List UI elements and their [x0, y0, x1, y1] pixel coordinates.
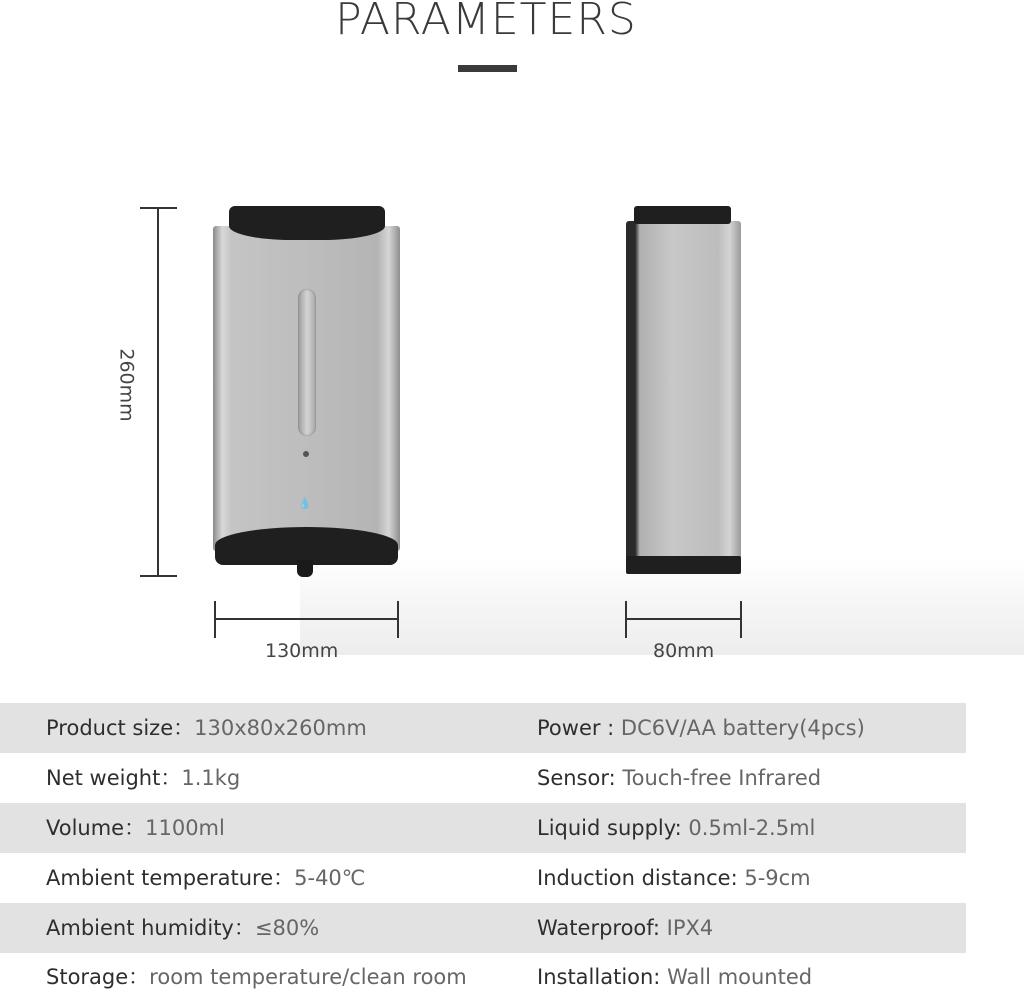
front-top-cap	[229, 206, 385, 240]
height-dimension-label: 260mm	[115, 348, 138, 422]
spec-value: Wall mounted	[667, 965, 813, 989]
depth-dimension-line	[626, 618, 741, 620]
spec-row	[0, 803, 966, 853]
spec-row	[0, 953, 966, 993]
depth-dimension-cap-right	[740, 601, 742, 638]
title-underline	[458, 65, 517, 72]
spec-row	[0, 703, 966, 753]
depth-dimension-label: 80mm	[653, 640, 715, 662]
spec-key: Waterproof:	[537, 916, 667, 940]
spec-key: Storage：	[46, 965, 150, 989]
spec-value: 5-9cm	[744, 866, 811, 890]
height-dimension-line	[157, 207, 159, 577]
spec-key: Ambient humidity：	[46, 916, 255, 940]
height-dimension-cap-top	[140, 207, 177, 209]
spec-key: Ambient temperature：	[46, 866, 295, 890]
spec-row	[0, 753, 966, 803]
width-dimension-line	[215, 618, 398, 620]
spec-key: Sensor:	[537, 766, 623, 790]
spec-key: Volume：	[46, 816, 146, 840]
side-bottom-cap	[626, 556, 741, 574]
drop-icon: 💧	[298, 497, 312, 510]
sensor-dot	[303, 451, 309, 457]
width-dimension-label: 130mm	[265, 640, 339, 662]
spec-key: Installation:	[537, 965, 668, 989]
spec-value: ≤80%	[254, 916, 320, 940]
spec-value: DC6V/AA battery(4pcs)	[620, 716, 865, 740]
spec-key: Induction distance:	[537, 866, 745, 890]
spec-value: 130x80x260mm	[194, 716, 367, 740]
page-title: PARAMETERS	[335, 0, 637, 45]
depth-dimension-cap-left	[625, 601, 627, 638]
spec-key: Product size：	[46, 716, 195, 740]
level-window	[298, 289, 316, 436]
side-steel-body	[626, 221, 741, 563]
spec-key: Power :	[537, 716, 621, 740]
spec-value: 0.5ml-2.5ml	[688, 816, 816, 840]
side-top-cap	[634, 206, 731, 224]
spec-key: Net weight：	[46, 766, 182, 790]
width-dimension-cap-left	[214, 601, 216, 638]
spec-value: 1.1kg	[181, 766, 241, 790]
height-dimension-cap-bottom	[140, 575, 177, 577]
nozzle	[297, 560, 313, 577]
spec-value: IPX4	[666, 916, 714, 940]
spec-row	[0, 903, 966, 953]
spec-value: 1100ml	[145, 816, 225, 840]
spec-value: 5-40℃	[294, 866, 366, 890]
spec-value: Touch-free Infrared	[622, 766, 822, 790]
spec-key: Liquid supply:	[537, 816, 689, 840]
spec-row	[0, 853, 966, 903]
spec-value: room temperature/clean room	[149, 965, 467, 989]
width-dimension-cap-right	[397, 601, 399, 638]
